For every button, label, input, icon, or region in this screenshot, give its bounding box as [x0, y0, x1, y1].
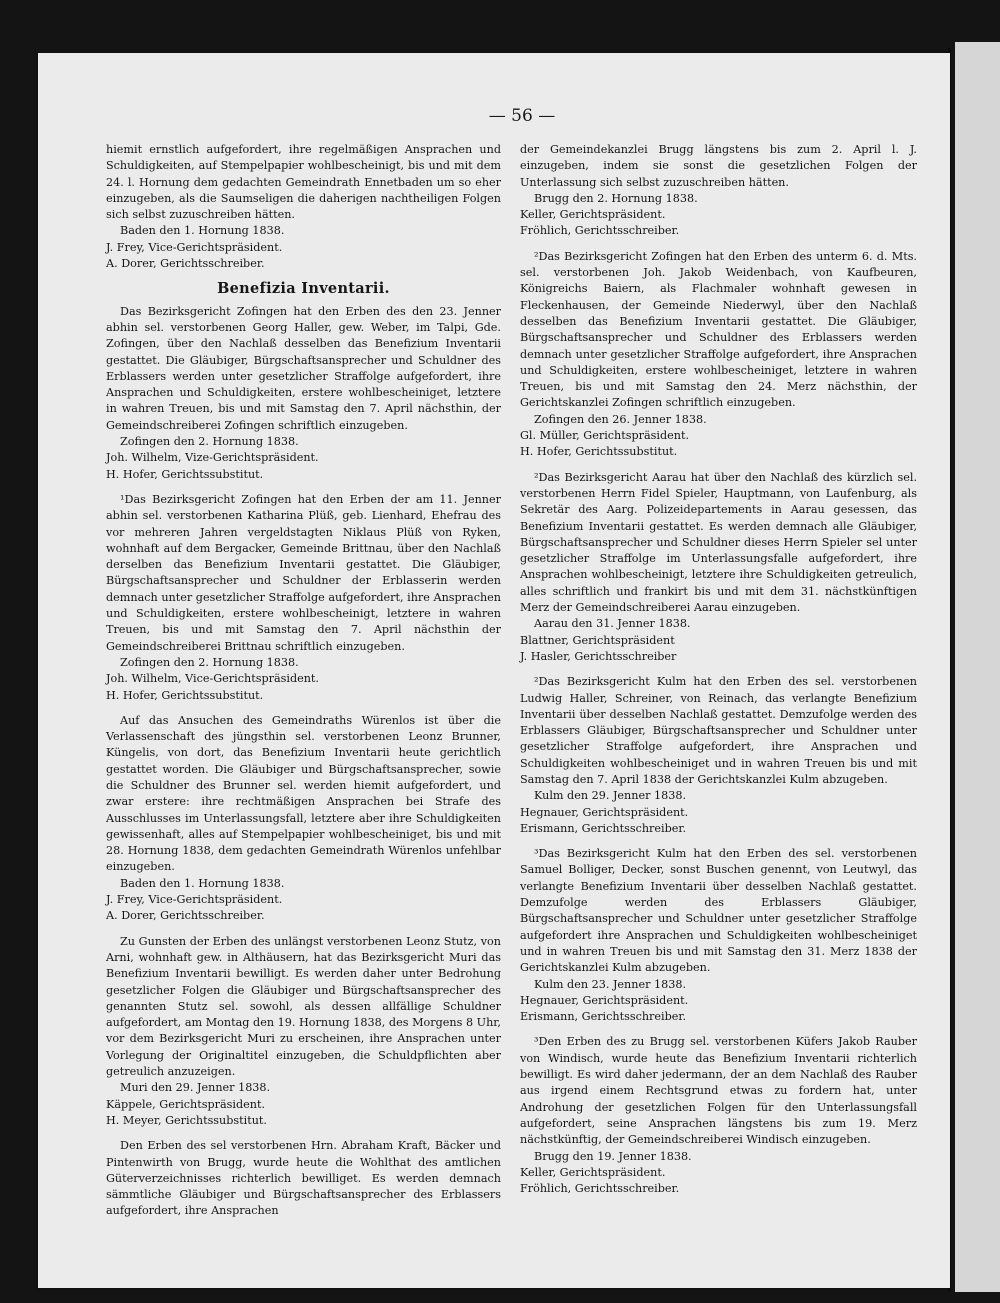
notice-haller-kulm	[520, 674, 917, 837]
signature-clerk: Fröhlich, Gerichtsschreiber.	[520, 1182, 680, 1196]
notice-text: Den Erben des sel verstorbenen Hrn. Abraham Kraft, Bäcker und Pintenwirth von Brugg, wurde heute die Wohlthat des amtlichen Güterverzeichnisses richterlich bewilliget. Es werden demnach sämmtliche Gläubiger und Bürgschaftsansprecher des Erblassers aufgefordert, ihre Ansprachen	[106, 1139, 501, 1218]
notice-text: ²Das Bezirksgericht Zofingen hat den Erben des unterm 6. d. Mts. sel. verstorbenen Joh. Jakob Weidenbach, von Kaufbeuren, Königreichs Baiern, als Flachmaler wohnhaft gewesen in Fleckenhausen, der Gemeinde Niederwyl, über den Nachlaß desselben das Benefizium Inventarii gestattet. Die Gläubiger, Bürgschaftsansprecher und Schuldner des Erblassers werden demnach unter gesetzlicher Straffolge aufgefordert, ihre Ansprachen und Schuldigkeiten, erstere wohlbescheiniget, letztere in wahren Treuen, bis und mit Samstag den 24. Merz nächsthin, der Gerichtskanzlei Zofingen schriftlich einzugeben.	[520, 249, 917, 410]
signature-clerk: H. Hofer, Gerichtssubstitut.	[520, 445, 678, 459]
notice-date: Brugg den 19. Jenner 1838.	[534, 1149, 692, 1163]
notice-text: Das Bezirksgericht Zofingen hat den Erben des den 23. Jenner abhin sel. verstorbenen Georg Haller, gew. Weber, im Talpi, Gde. Zofingen, über den Nachlaß desselben das Benefizium Inventarii gestattet. Die Gläubiger, Bürgschaftsansprecher und Schuldner des Erblassers werden unter gesetzlicher Straffolge aufgefordert, ihre Ansprachen und Schuldigkeiten, erstere wohlbescheiniget, letztere in wahren Treuen, bis und mit Samstag den 7. April nächsthin, der Gemeindschreiberei Zofingen schriftlich einzugeben.	[106, 304, 501, 432]
notice-date: Zofingen den 2. Hornung 1838.	[120, 655, 299, 669]
signature-clerk: J. Hasler, Gerichtsschreiber	[520, 649, 677, 663]
notice-date: Baden den 1. Hornung 1838.	[120, 876, 285, 890]
page-number: — 56 —	[488, 106, 556, 126]
signature-president: J. Frey, Vice-Gerichtspräsident.	[106, 240, 283, 254]
notice-text: Auf das Ansuchen des Gemeindraths Würenlos ist über die Verlassenschaft des jüngsthin sel. verstorbenen Leonz Brunner, Küngelis, von dort, das Benefizium Inventarii heute gerichtlich gestattet worden. Die Gläubiger und Bürgschaftsansprecher, sowie die Schuldner des Brunner sel. werden hiemit aufgefordert, und zwar erstere: ihre rechtmäßigen Ansprachen bei Strafe des Ausschlusses im Unterlassungsfall, letztere aber ihre Schuldigkeiten gewissenhaft, alles auf Stempelpapier wohlbescheiniget, bis und mit 28. Hornung 1838, dem gedachten Gemeindrath Würenlos unfehlbar einzugeben.	[106, 713, 501, 874]
notice-date: Kulm den 29. Jenner 1838.	[534, 789, 687, 803]
adjacent-page-edge	[955, 42, 1000, 1292]
notice-rauber-brugg	[520, 1034, 917, 1197]
signature-president: Gl. Müller, Gerichtspräsident.	[520, 429, 690, 443]
notice-bolliger-kulm	[520, 846, 917, 1025]
notice-haller-zofingen	[106, 304, 501, 483]
notice-text: hiemit ernstlich aufgefordert, ihre regelmäßigen Ansprachen und Schuldigkeiten, auf Stempelpapier wohlbescheinigt, bis und mit dem 24. l. Hornung dem gedachten Gemeindrath Ennetbaden um so eher einzugeben, als die Saumseligen die daherigen nachtheiligen Folgen sich selbst zuzuschreiben hätten.	[106, 143, 501, 222]
section-heading: Benefizia Inventarii.	[217, 280, 390, 298]
notice-date: Brugg den 2. Hornung 1838.	[534, 191, 698, 205]
left-column	[106, 142, 501, 1229]
signature-clerk: Erismann, Gerichtsschreiber.	[520, 1010, 687, 1024]
notice-kraft-brugg	[106, 1138, 501, 1219]
notice-text: ³Den Erben des zu Brugg sel. verstorbenen Küfers Jakob Rauber von Windisch, wurde heute das Benefizium Inventarii richterlich bewilligt. Es wird daher jedermann, der an dem Nachlaß des Rauber aus irgend einem Rechtsgrund etwas zu fordern hat, unter Androhung der gesetzlichen Folgen für den Unterlassungsfall aufgefordert, seine Ansprachen längstens bis zum 19. Merz nächstkünftig, der Gemeindschreiberei Windisch einzugeben.	[520, 1035, 917, 1147]
notice-brunner-wuerenlos	[106, 713, 501, 925]
notice-kraft-brugg-continued	[520, 142, 917, 240]
signature-president: Hegnauer, Gerichtspräsident.	[520, 993, 689, 1007]
signature-clerk: H. Hofer, Gerichtssubstitut.	[106, 688, 264, 702]
signature-president: Keller, Gerichtspräsident.	[520, 208, 666, 222]
notice-text: der Gemeindekanzlei Brugg längstens bis zum 2. April l. J. einzugeben, indem sie sonst die gesetzlichen Folgen der Unterlassung sich selbst zuzuschreiben hätten.	[520, 143, 917, 189]
signature-president: Joh. Wilhelm, Vize-Gerichtspräsident.	[106, 451, 319, 465]
signature-clerk: Fröhlich, Gerichtsschreiber.	[520, 224, 680, 238]
signature-clerk: A. Dorer, Gerichtsschreiber.	[106, 909, 265, 923]
signature-clerk: H. Meyer, Gerichtssubstitut.	[106, 1113, 267, 1127]
signature-clerk: A. Dorer, Gerichtsschreiber.	[106, 257, 265, 271]
signature-clerk: H. Hofer, Gerichtssubstitut.	[106, 467, 264, 481]
notice-date: Zofingen den 2. Hornung 1838.	[120, 435, 299, 449]
notice-weidenbach-zofingen	[520, 249, 917, 461]
notice-text: ²Das Bezirksgericht Aarau hat über den Nachlaß des kürzlich sel. verstorbenen Herrn Fidel Spieler, Hauptmann, von Laufenburg, als Sekretär des Aarg. Polizeidepartements in Aarau gesessen, das Benefizium Inventarii gestattet. Es werden demnach alle Gläubiger, Bürgschaftsansprecher und Schuldner dieses Herrn Spieler sel unter gesetzlicher Straffolge im Unterlassungsfalle aufgefordert, ihre Ansprachen wohlbescheinigt, letztere ihre Schuldigkeiten getreulich, alles schriftlich und frankirt bis und mit dem 31. nächstkünftigen Merz der Gemeindschreiberei Aarau einzugeben.	[520, 470, 917, 615]
signature-clerk: Erismann, Gerichtsschreiber.	[520, 821, 687, 835]
right-column	[520, 142, 917, 1206]
notice-stutz-muri	[106, 934, 501, 1130]
notice-date: Zofingen den 26. Jenner 1838.	[534, 412, 707, 426]
notice-date: Kulm den 23. Jenner 1838.	[534, 977, 687, 991]
notice-ennetbaden	[106, 142, 501, 272]
notice-date: Aarau den 31. Jenner 1838.	[534, 617, 691, 631]
notice-spieler-aarau	[520, 470, 917, 666]
notice-text: ²Das Bezirksgericht Kulm hat den Erben des sel. verstorbenen Ludwig Haller, Schreiner, von Reinach, das verlangte Benefizium Inventarii über desselben Nachlaß gestattet. Demzufolge werden des Erblassers Gläubiger, Bürgschaftsansprecher und Schuldner unter gesetzlicher Straffolge aufgefordert, ihre Ansprachen und Schuldigkeiten wohlbescheiniget und in wahren Treuen bis und mit Samstag den 7. April 1838 der Gerichtskanzlei Kulm abzugeben.	[520, 675, 917, 786]
notice-text: Zu Gunsten der Erben des unlängst verstorbenen Leonz Stutz, von Arni, wohnhaft gew. in Althäusern, hat das Bezirksgericht Muri das Benefizium Inventarii bewilligt. Es werden daher unter Bedrohung gesetzlicher Folgen die Gläubiger und Bürgschaftsansprecher des genannten Stutz sel. sowohl, als dessen allfällige Schuldner aufgefordert, am Montag den 19. Hornung 1838, des Morgens 8 Uhr, vor dem Bezirksgericht Muri zu erscheinen, ihre Ansprachen unter Vorlegung der Originaltitel einzugeben, die Schuldpflichten aber getreulich anzuzeigen.	[106, 934, 501, 1079]
notice-text: ³Das Bezirksgericht Kulm hat den Erben des sel. verstorbenen Samuel Bolliger, Decker, sonst Buschen genennt, von Leutwyl, das verlangte Benefizium Inventarii über desselben Nachlaß gestattet. Demzufolge werden des Erblassers Gläubiger, Bürgschaftsansprecher und Schuldner unter gesetzlicher Straffolge aufgefordert ihre Ansprachen und Schuldigkeiten wohlbescheiniget und in wahren Treuen bis und mit Samstag den 31. Merz 1838 der Gerichtskanzlei Kulm abzugeben.	[520, 847, 917, 975]
notice-pluess-brittnau	[106, 492, 501, 704]
signature-president: J. Frey, Vice-Gerichtspräsident.	[106, 893, 283, 907]
notice-text: ¹Das Bezirksgericht Zofingen hat den Erben der am 11. Jenner abhin sel. verstorbenen Katharina Plüß, geb. Lienhard, Ehefrau des vor mehreren Jahren vergeldstagten Niklaus Plüß von Ryken, wohnhaft auf dem Bergacker, Gemeinde Brittnau, über den Nachlaß derselben das Benefizium Inventarii gestattet. Die Gläubiger, Bürgschaftsansprecher und Schuldner der Erblasserin werden demnach unter gesetzlicher Straffolge aufgefordert, ihre Ansprachen und Schuldigkeiten, erstere wohlbescheinigt, letztere in wahren Treuen, bis und mit Samstag den 7. April nächsthin der Gemeindschreiberei Brittnau schriftlich einzugeben.	[106, 492, 501, 653]
notice-date: Muri den 29. Jenner 1838.	[120, 1081, 271, 1095]
signature-president: Blattner, Gerichtspräsident	[520, 633, 675, 647]
notice-date: Baden den 1. Hornung 1838.	[120, 224, 285, 238]
signature-president: Käppele, Gerichtspräsident.	[106, 1097, 266, 1111]
signature-president: Keller, Gerichtspräsident.	[520, 1165, 666, 1179]
signature-president: Hegnauer, Gerichtspräsident.	[520, 805, 689, 819]
signature-president: Joh. Wilhelm, Vice-Gerichtspräsident.	[106, 672, 319, 686]
